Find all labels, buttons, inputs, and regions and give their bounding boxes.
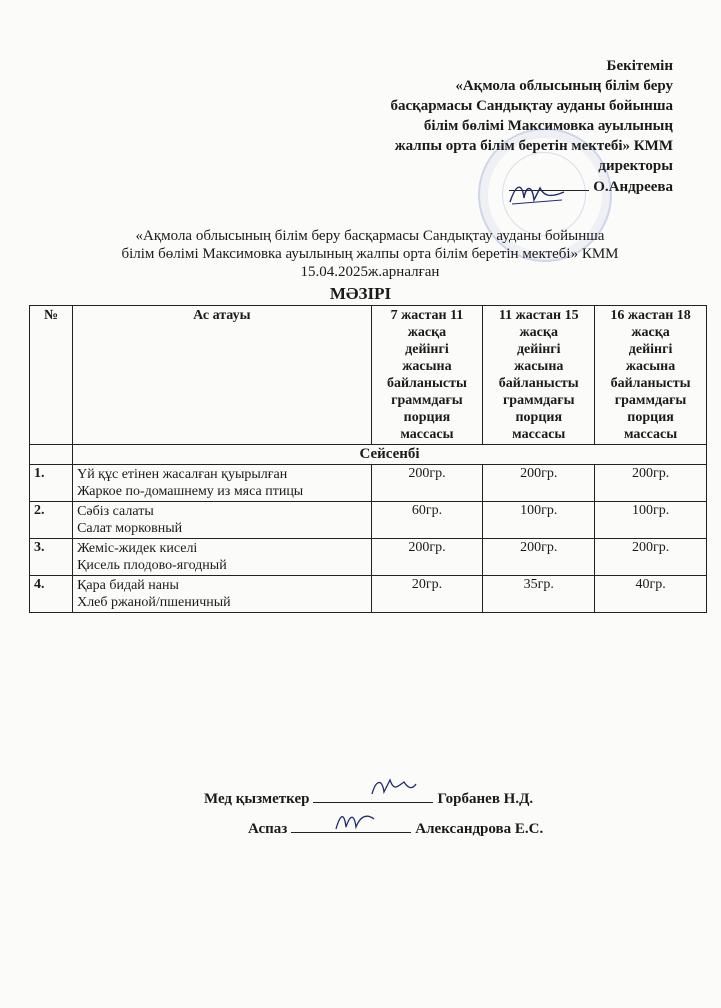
day-label: Сейсенбі	[73, 445, 707, 465]
table-row	[30, 502, 707, 539]
approval-line: жалпы орта білім беретін мектебі» КММ	[394, 138, 673, 154]
day-spacer	[30, 445, 73, 465]
approval-position: директоры	[598, 158, 673, 174]
row-number: 1.	[30, 465, 73, 502]
col-age-header-1: 7 жастан 11 жасқа дейінгі жасына байланысты граммдағы порция массасы	[371, 306, 483, 445]
portion-value: 20гр.	[371, 576, 483, 613]
menu-title: МӘЗІРІ	[329, 284, 392, 303]
cook-name: Александрова Е.С.	[415, 821, 544, 837]
table-row	[30, 576, 707, 613]
approval-title: Бекітемін	[606, 58, 673, 74]
table-row	[30, 539, 707, 576]
col-num-header: №	[30, 306, 73, 445]
portion-value: 200гр.	[483, 465, 595, 502]
dish-name: Сәбіз салаты Салат морковный	[73, 502, 371, 539]
dish-name: Жеміс-жидек киселі Қисель плодово-ягодный	[73, 539, 371, 576]
portion-value: 200гр.	[595, 465, 707, 502]
col-age-header-3: 16 жастан 18 жасқа дейінгі жасына байланысты граммдағы порция массасы	[595, 306, 707, 445]
col-name-header: Ас атауы	[73, 306, 371, 445]
portion-value: 200гр.	[595, 539, 707, 576]
header-date: 15.04.2025ж.арналған	[300, 264, 440, 280]
dish-name: Қара бидай наны Хлеб ржаной/пшеничный	[73, 576, 371, 613]
header-line: білім бөлімі Максимовка ауылының жалпы орта білім беретін мектебі» КММ	[121, 246, 619, 262]
portion-value: 40гр.	[595, 576, 707, 613]
med-label: Мед қызметкер	[204, 791, 310, 807]
portion-value: 35гр.	[483, 576, 595, 613]
cook-signature-line	[248, 818, 543, 838]
med-name: Горбанев Н.Д.	[437, 791, 534, 807]
col-age-header-2: 11 жастан 15 жасқа дейінгі жасына байланысты граммдағы порция массасы	[483, 306, 595, 445]
approval-line: басқармасы Сандықтау ауданы бойынша	[390, 98, 673, 114]
portion-value: 100гр.	[595, 502, 707, 539]
menu-table	[29, 305, 707, 613]
row-number: 2.	[30, 502, 73, 539]
row-number: 4.	[30, 576, 73, 613]
cook-label: Аспаз	[248, 821, 288, 837]
header-line: «Ақмола облысының білім беру басқармасы Сандықтау ауданы бойынша	[135, 228, 605, 244]
table-row	[30, 465, 707, 502]
day-row	[30, 445, 707, 465]
table-header-row	[30, 306, 707, 445]
cook-signature-icon	[330, 805, 378, 835]
portion-value: 200гр.	[483, 539, 595, 576]
portion-value: 200гр.	[371, 465, 483, 502]
dish-name: Үй құс етінен жасалған қуырылған Жаркое по-домашнему из мяса птицы	[73, 465, 371, 502]
portion-value: 100гр.	[483, 502, 595, 539]
approval-line: білім бөлімі Максимовка ауылының	[423, 118, 673, 134]
document-header	[60, 227, 680, 281]
portion-value: 60гр.	[371, 502, 483, 539]
med-signature-icon	[368, 772, 418, 802]
row-number: 3.	[30, 539, 73, 576]
approval-signer: О.Андреева	[593, 179, 673, 195]
approval-line: «Ақмола облысының білім беру	[455, 78, 673, 94]
portion-value: 200гр.	[371, 539, 483, 576]
director-signature-icon	[506, 178, 570, 208]
